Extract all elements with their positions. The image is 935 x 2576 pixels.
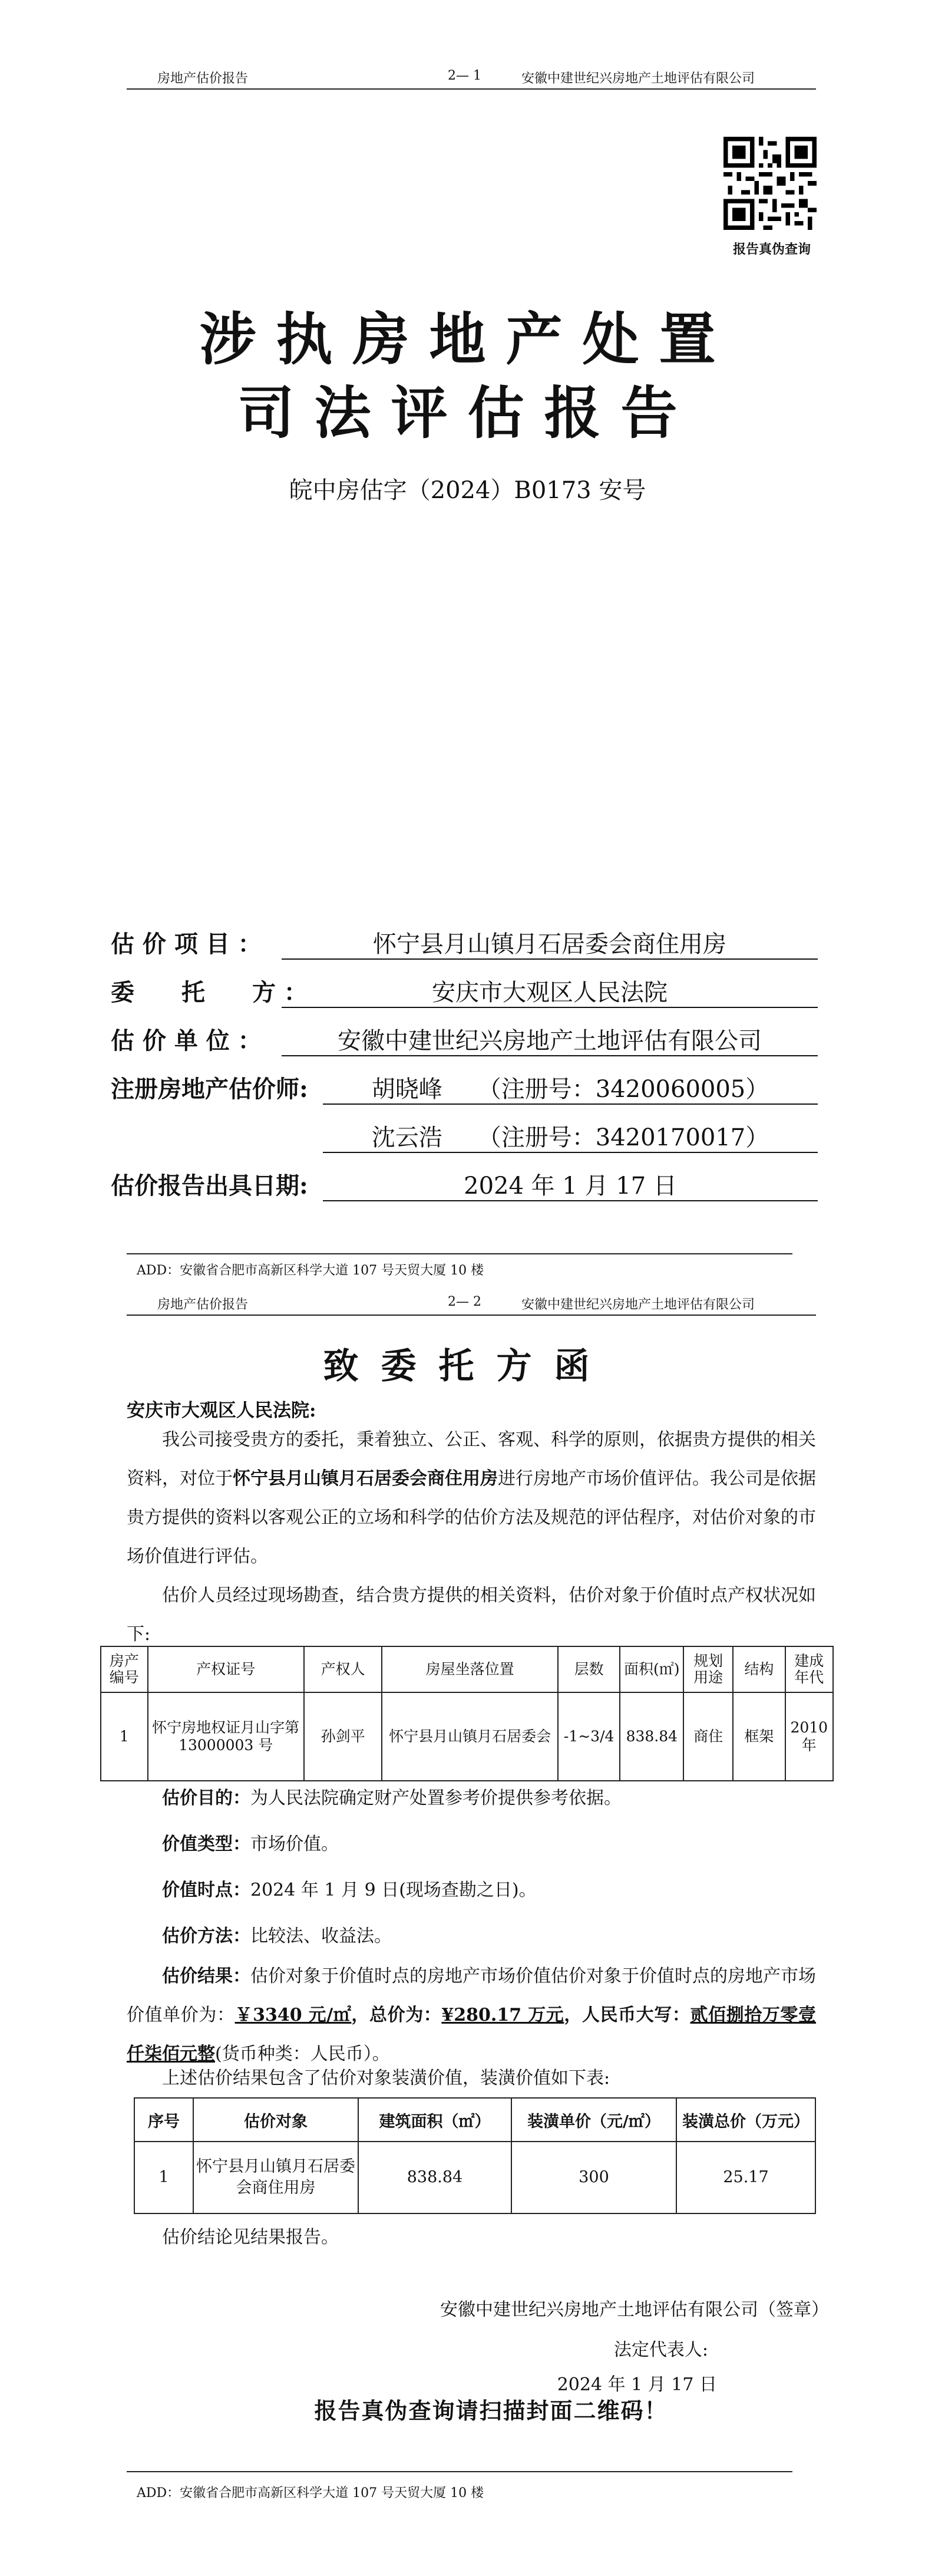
property-table (100, 1646, 834, 1781)
col-decor-unit: 装潢单价（元/㎡） (511, 2098, 676, 2142)
method-label: 估价方法： (162, 1926, 250, 1946)
letter-title: 致委托方函 (323, 1346, 612, 1387)
cell-floors: -1~3/4 (558, 1692, 620, 1781)
total-price-upper: 贰佰捌拾万零壹仟柒佰元整 (127, 2005, 817, 2064)
col-decor-total: 装潢总价（万元） (676, 2098, 815, 2142)
project-label: 估 价 项 目 ： (111, 930, 262, 958)
header-left: 房地产估价报告 (157, 71, 249, 86)
col-floors: 层数 (558, 1646, 620, 1692)
valuer-1: 胡晓峰 （注册号：3420060005） (323, 1070, 818, 1105)
client-label: 委 托 方 ： (111, 979, 308, 1006)
page2-footer-rule (127, 2471, 792, 2472)
cell-owner: 孙剑平 (304, 1692, 382, 1781)
col-number: 房产编号 (101, 1646, 148, 1692)
table-row (101, 1692, 833, 1781)
cell-location: 怀宁县月山镇月石居委会 (382, 1692, 557, 1781)
qr-caption: 报告真伪查询 (732, 242, 811, 257)
cell-decor-total: 25.17 (676, 2142, 815, 2213)
col-area: 面积(㎡) (620, 1646, 683, 1692)
header-right: 安徽中建世纪兴房地产土地评估有限公司 (521, 1297, 755, 1312)
sign-company: 安徽中建世纪兴房地产土地评估有限公司（签章） (440, 2300, 829, 2320)
cell-object: 怀宁县月山镇月石居委会商住用房 (193, 2142, 358, 2213)
cell-year: 2010 年 (785, 1692, 833, 1781)
value-type-label: 价值类型： (162, 1834, 250, 1854)
addressee: 安庆市大观区人民法院: (127, 1400, 316, 1421)
result-label: 估价结果： (162, 1966, 250, 1987)
page2-footer: ADD：安徽省合肥市高新区科学大道 107 号天贸大厦 10 楼 (137, 2486, 484, 2501)
col-building-area: 建筑面积（㎡） (358, 2098, 511, 2142)
value-type-line (162, 1829, 339, 1855)
cell-index: 1 (134, 2142, 193, 2213)
appraiser-value: 安徽中建世纪兴房地产土地评估有限公司 (282, 1022, 818, 1056)
cell-area: 838.84 (620, 1692, 683, 1781)
result-text-d: (货币种类：人民币）。 (215, 2044, 390, 2064)
purpose-label: 估价目的： (162, 1788, 250, 1809)
total-price: ¥280.17 万元 (441, 2005, 564, 2025)
header-center: 2— 1 (448, 68, 481, 83)
col-structure: 结构 (733, 1646, 785, 1692)
col-year: 建成年代 (785, 1646, 833, 1692)
intro-text-a: 我公司接受贵方的委托，秉着独立、公正、客观、科学的原则，依据贵方提供的相关资料，对位于 (127, 1429, 816, 1489)
result-text-c: ，人民币大写： (564, 2005, 690, 2025)
header-center: 2— 2 (448, 1294, 481, 1309)
result-text-a: 估价对象于价值时点的房地产市场价值估价对象于价值时点的房地产市场价值单价为： (127, 1966, 816, 2025)
page2-header (127, 1290, 816, 1316)
purpose-line (162, 1783, 622, 1809)
col-location: 房屋坐落位置 (382, 1646, 557, 1692)
method-value: 比较法、收益法。 (250, 1926, 392, 1946)
report-number: 皖中房估字（2024）B0173 安号 (289, 477, 646, 504)
date-label: 估价报告出具日期: (111, 1172, 308, 1200)
table-row (134, 2142, 815, 2213)
project-value: 怀宁县月山镇月石居委会商住用房 (282, 925, 818, 960)
paragraph-intro (127, 1421, 816, 1576)
result-text-b: ，总价为： (351, 2005, 442, 2025)
page1-footer: ADD：安徽省合肥市高新区科学大道 107 号天贸大厦 10 楼 (137, 1263, 484, 1278)
cover-title-line2: 司法评估报告 (237, 380, 698, 446)
purpose-value: 为人民法院确定财产处置参考价提供参考依据。 (250, 1788, 622, 1809)
valuer-2: 沈云浩 （注册号：3420170017） (323, 1119, 818, 1153)
qr-code[interactable] (723, 137, 817, 230)
table-header-row (101, 1646, 833, 1692)
page1-footer-rule (127, 1253, 792, 1254)
valuer-label: 注册房地产估价师: (111, 1075, 308, 1103)
sign-date: 2024 年 1 月 17 日 (557, 2374, 717, 2395)
intro-property: 怀宁县月山镇月石居委会商住用房 (233, 1468, 498, 1489)
value-time-value: 2024 年 1 月 9 日(现场查勘之日)。 (250, 1880, 537, 1900)
value-type-value: 市场价值。 (250, 1834, 339, 1854)
col-cert: 产权证号 (148, 1646, 304, 1692)
cell-number: 1 (101, 1692, 148, 1781)
cell-cert: 怀宁房地权证月山字第 13000003 号 (148, 1692, 304, 1781)
conclusion: 估价结论见结果报告。 (162, 2227, 339, 2248)
cell-building-area: 838.84 (358, 2142, 511, 2213)
table-header-row (134, 2098, 815, 2142)
result-paragraph (127, 1957, 816, 2074)
appraiser-label: 估 价 单 位 ： (111, 1027, 262, 1055)
sign-representative: 法定代表人: (613, 2340, 708, 2360)
page1-header (127, 64, 816, 90)
header-left: 房地产估价报告 (157, 1297, 249, 1312)
col-index: 序号 (134, 2098, 193, 2142)
unit-price: ￥3340 元/㎡ (234, 2005, 352, 2025)
decoration-table (134, 2097, 816, 2214)
header-right: 安徽中建世纪兴房地产土地评估有限公司 (521, 71, 755, 86)
client-value: 安庆市大观区人民法院 (282, 974, 818, 1008)
paragraph-survey: 估价人员经过现场勘查，结合贵方提供的相关资料，估价对象于价值时点产权状况如下: (127, 1585, 816, 1645)
method-line (162, 1921, 392, 1947)
cell-decor-unit: 300 (511, 2142, 676, 2213)
value-time-label: 价值时点： (162, 1880, 250, 1900)
col-use: 规划用途 (683, 1646, 733, 1692)
cell-structure: 框架 (733, 1692, 785, 1781)
date-value: 2024 年 1 月 17 日 (323, 1167, 818, 1201)
value-time-line (162, 1875, 537, 1901)
col-object: 估价对象 (193, 2098, 358, 2142)
intro-text-b: 进行房地产市场价值评估。我公司是依据贵方提供的资料以客观公正的立场和科学的估价方法及规范的评估程序，对估价对象的市场价值进行评估。 (127, 1468, 816, 1567)
decoration-intro: 上述估价结果包含了估价对象装潢价值，装潢价值如下表: (162, 2068, 610, 2089)
cover-title-line1: 涉执房地产处置 (199, 306, 736, 373)
authenticity-notice: 报告真伪查询请扫描封面二维码！ (314, 2397, 668, 2424)
cell-use: 商住 (683, 1692, 733, 1781)
col-owner: 产权人 (304, 1646, 382, 1692)
